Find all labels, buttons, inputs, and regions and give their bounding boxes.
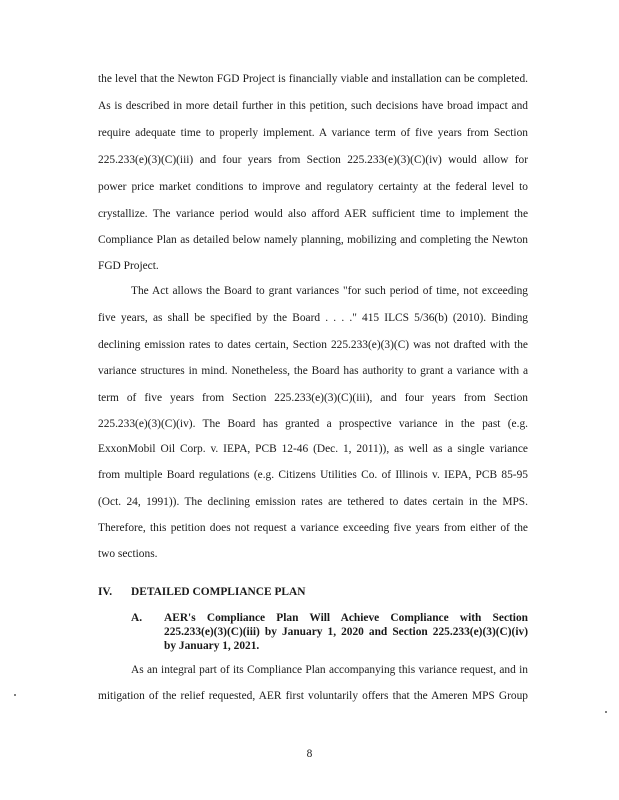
- text-line: 225.233(e)(3)(C)(iv). The Board has granted a prospective variance in the past (e.g.: [98, 418, 528, 430]
- subsection-title-line: AER's Compliance Plan Will Achieve Compliance with Section: [164, 612, 528, 624]
- text-line: the level that the Newton FGD Project is financially viable and installation can be completed.: [98, 73, 528, 85]
- text-line: 225.233(e)(3)(C)(iii) and four years from Section 225.233(e)(3)(C)(iv) would allow for: [98, 154, 528, 166]
- text-line: five years, as shall be specified by the Board . . . ." 415 ILCS 5/36(b) (2010). Binding: [98, 312, 528, 324]
- text-line: require adequate time to properly implement. A variance term of five years from Section: [98, 127, 528, 139]
- text-line: from multiple Board regulations (e.g. Citizens Utilities Co. of Illinois v. IEPA, PCB 85-95: [98, 469, 528, 481]
- subsection-title-line: by January 1, 2021.: [164, 640, 260, 652]
- text-line: mitigation of the relief requested, AER first voluntarily offers that the Ameren MPS Group: [98, 690, 528, 702]
- text-line: power price market conditions to improve and regulatory certainty at the federal level to: [98, 181, 528, 193]
- text-line: FGD Project.: [98, 260, 159, 272]
- text-line: Compliance Plan as detailed below namely planning, mobilizing and completing the Newton: [98, 234, 528, 246]
- scan-speck: [14, 694, 16, 696]
- section-number: IV.: [98, 586, 113, 598]
- text-line: Therefore, this petition does not request a variance exceeding five years from either of the: [98, 522, 528, 534]
- page-number: 8: [306, 748, 313, 760]
- text-line: ExxonMobil Oil Corp. v. IEPA, PCB 12-46 (Dec. 1, 2011)), as well as a single variance: [98, 443, 528, 455]
- text-line: As is described in more detail further in this petition, such decisions have broad impact and: [98, 100, 528, 112]
- subsection-letter: A.: [131, 612, 143, 624]
- scan-speck: [605, 711, 607, 713]
- text-line: declining emission rates to dates certain, Section 225.233(e)(3)(C) was not drafted with the: [98, 339, 528, 351]
- text-line: crystallize. The variance period would also afford AER sufficient time to implement the: [98, 208, 528, 220]
- section-title: DETAILED COMPLIANCE PLAN: [131, 586, 306, 598]
- text-line: As an integral part of its Compliance Plan accompanying this variance request, and in: [131, 664, 528, 676]
- text-line: term of five years from Section 225.233(e)(3)(C)(iii), and four years from Section: [98, 392, 528, 404]
- text-line: variance structures in mind. Nonetheless, the Board has authority to grant a variance with a: [98, 365, 528, 377]
- text-line: The Act allows the Board to grant variances "for such period of time, not exceeding: [131, 285, 528, 297]
- subsection-title-line: 225.233(e)(3)(C)(iii) by January 1, 2020 and Section 225.233(e)(3)(C)(iv): [164, 626, 528, 638]
- text-line: (Oct. 24, 1991)). The declining emission rates are tethered to dates certain in the MPS.: [98, 496, 528, 508]
- text-line: two sections.: [98, 548, 158, 560]
